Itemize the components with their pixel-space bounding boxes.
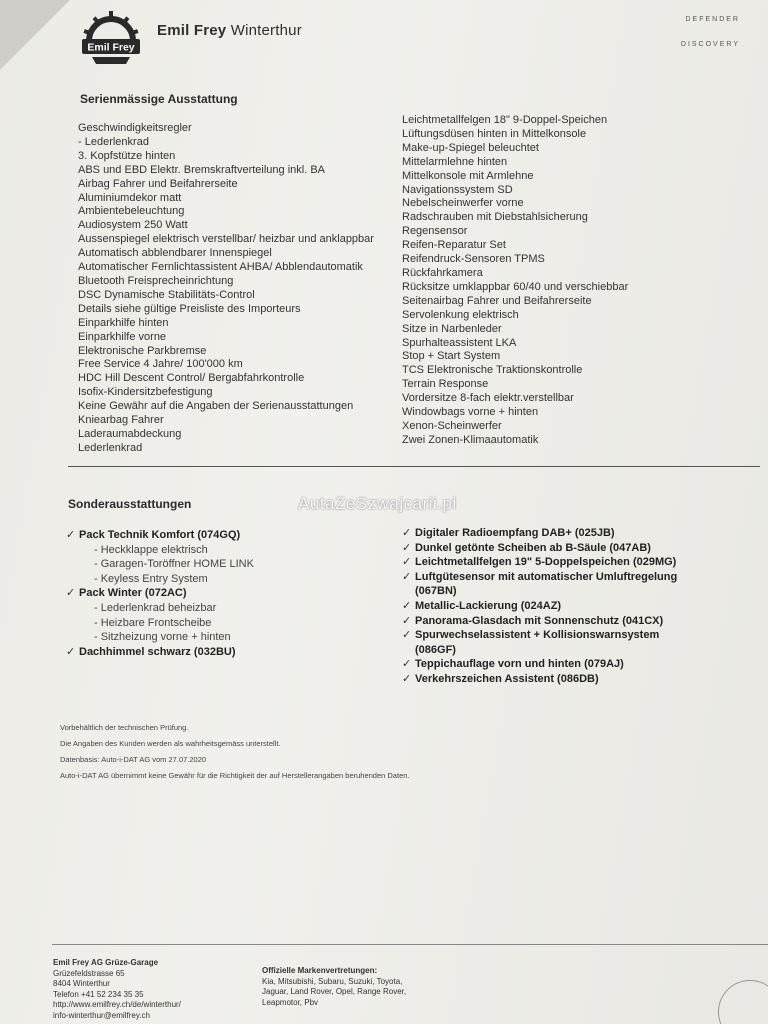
option-label: Verkehrszeichen Assistent (086DB) [415, 672, 599, 685]
option-label: Pack Winter (072AC) [79, 587, 187, 600]
option-label: Dachhimmel schwarz (032BU) [79, 645, 236, 658]
option-item [66, 528, 254, 543]
standard-equipment-item: Rückfahrkamera [402, 266, 483, 279]
standard-equipment-right-list [402, 114, 628, 448]
dealer-name [157, 22, 302, 39]
option-sub-item: - Heckklappe elektrisch [94, 543, 208, 556]
option-item [402, 599, 677, 614]
standard-equipment-item: Isofix-Kindersitzbefestigung [78, 386, 213, 399]
footer-city: 8404 Winterthur [53, 979, 110, 988]
dealer-name-bold: Emil Frey [157, 22, 227, 39]
option-sub-item: - Sitzheizung vorne + hinten [94, 631, 231, 644]
standard-equipment-item: Zwei Zonen-Klimaautomatik [402, 433, 539, 446]
standard-equipment-item: ABS und EBD Elektr. Bremskraftverteilung inkl. BA [78, 163, 325, 176]
option-item [402, 614, 677, 629]
standard-equipment-item: Mittelarmlehne hinten [402, 155, 508, 168]
check-icon: ✓ [402, 658, 412, 671]
standard-equipment-heading: Serienmässige Ausstattung [80, 92, 238, 106]
check-icon: ✓ [402, 599, 412, 612]
check-icon: ✓ [402, 527, 412, 539]
legal-note: Auto-i-DAT AG übernimmt keine Gewähr für die Richtigkeit der auf Herstellerangaben beruhenden Daten. [60, 771, 410, 780]
option-item [402, 555, 677, 570]
option-label: (067BN) [415, 585, 457, 598]
option-sub-item: - Garagen-Toröffner HOME LINK [94, 558, 254, 571]
legal-notes [60, 720, 410, 784]
option-label: Spurwechselassistent + Kollisionswarnsystem [415, 629, 660, 642]
check-icon: ✓ [402, 614, 412, 627]
options-heading: Sonderausstattungen [68, 497, 192, 511]
standard-equipment-item: Rücksitze umklappbar 60/40 und verschiebbar [402, 280, 629, 293]
option-sub-item: - Heizbare Frontscheibe [94, 616, 212, 629]
standard-equipment-item: Servolenkung elektrisch [402, 308, 519, 321]
section-divider [68, 466, 760, 467]
standard-equipment-item: - Lederlenkrad [78, 135, 149, 148]
check-icon: ✓ [402, 629, 412, 642]
legal-note: Datenbasis: Auto-i-DAT AG vom 27.07.2020 [60, 755, 207, 764]
standard-equipment-item: DSC Dynamische Stabilitäts-Control [78, 288, 255, 301]
standard-equipment-item: Seitenairbag Fahrer und Beifahrerseite [402, 294, 592, 307]
standard-equipment-left-list [78, 122, 374, 456]
footer-street: Grüzefeldstrasse 65 [53, 968, 125, 978]
standard-equipment-item: Airbag Fahrer und Beifahrerseite [78, 177, 238, 190]
footer-email: info-winterthur@emilfrey.ch [53, 1010, 150, 1020]
check-icon: ✓ [66, 645, 76, 658]
option-item [402, 672, 677, 687]
brands-title: Offizielle Markenvertretungen: [262, 966, 378, 975]
standard-equipment-item: Sitze in Narbenleder [402, 322, 502, 335]
standard-equipment-item: Regensensor [402, 225, 468, 238]
option-item-continuation [402, 643, 677, 658]
footer-phone: Telefon +41 52 234 35 35 [53, 989, 144, 999]
standard-equipment-item: Automatischer Fernlichtassistent AHBA/ Abblendautomatik [78, 261, 363, 274]
standard-equipment-item: Geschwindigkeitsregler [78, 122, 192, 134]
option-label: Luftgütesensor mit automatischer Umluftregelung [415, 570, 678, 583]
option-label: Teppichauflage vorn und hinten (079AJ) [415, 658, 624, 671]
standard-equipment-item: Laderaumabdeckung [78, 427, 182, 440]
footer-rule [52, 944, 768, 945]
option-label: Leichtmetallfelgen 19" 5-Doppelspeichen (029MG) [415, 556, 677, 569]
check-icon: ✓ [402, 570, 412, 583]
standard-equipment-item: Audiosystem 250 Watt [78, 219, 188, 232]
option-item [402, 541, 677, 556]
standard-equipment-item: Mittelkonsole mit Armlehne [402, 169, 534, 182]
legal-note: Vorbehältlich der technischen Prüfung. [60, 723, 189, 732]
footer-company: Emil Frey AG Grüze-Garage [53, 958, 159, 967]
brands-line: Leapmotor, Pbv [262, 997, 319, 1007]
standard-equipment-item: Aluminiumdekor matt [78, 191, 182, 204]
standard-equipment-item: HDC Hill Descent Control/ Bergabfahrkontrolle [78, 372, 305, 385]
standard-equipment-item: Einparkhilfe vorne [78, 330, 167, 343]
standard-equipment-item: Stop + Start System [402, 350, 501, 363]
standard-equipment-item: Automatisch abblendbarer Innenspiegel [78, 247, 272, 260]
standard-equipment-item: 3. Kopfstütze hinten [78, 149, 176, 162]
logo-text: Emil Frey [87, 41, 135, 54]
standard-equipment-item: Radschrauben mit Diebstahlsicherung [402, 211, 588, 224]
standard-equipment-item: Nebelscheinwerfer vorne [402, 197, 524, 210]
emil-frey-logo [80, 9, 142, 67]
watermark: AutaZeSzwajcarii.pl [298, 494, 457, 513]
brand-defender: DEFENDER [685, 16, 740, 23]
standard-equipment-item: Reifendruck-Sensoren TPMS [402, 253, 545, 266]
option-label: Pack Technik Komfort (074GQ) [79, 529, 241, 541]
standard-equipment-item: Elektronische Parkbremse [78, 344, 207, 357]
option-label: Dunkel getönte Scheiben ab B-Säule (047AB) [415, 541, 651, 554]
standard-equipment-item: Reifen-Reparatur Set [402, 239, 506, 252]
standard-equipment-item: Keine Gewähr auf die Angaben der Serienausstattungen [78, 400, 354, 413]
official-brands [262, 966, 406, 1008]
certification-stamp [718, 980, 768, 1024]
standard-equipment-item: Leichtmetallfelgen 18" 9-Doppel-Speichen [402, 114, 608, 126]
standard-equipment-item: Details siehe gültige Preisliste des Importeurs [78, 302, 301, 315]
brands-line: Jaguar, Land Rover, Opel, Range Rover, [262, 987, 407, 996]
option-item [402, 657, 677, 672]
footer-web: http://www.emilfrey.ch/de/winterthur/ [53, 1000, 181, 1009]
standard-equipment-item: TCS Elektronische Traktionskontrolle [402, 364, 583, 377]
standard-equipment-item: Kniearbag Fahrer [78, 414, 164, 427]
dealer-name-location: Winterthur [230, 22, 302, 39]
option-item [402, 526, 677, 541]
standard-equipment-item: Windowbags vorne + hinten [402, 406, 539, 419]
standard-equipment-item: Terrain Response [402, 378, 489, 391]
options-left-list [66, 528, 254, 659]
standard-equipment-item: Einparkhilfe hinten [78, 316, 169, 329]
option-item [66, 586, 254, 601]
option-label: Digitaler Radioempfang DAB+ (025JB) [415, 527, 615, 539]
standard-equipment-item: Lüftungsdüsen hinten in Mittelkonsole [402, 127, 587, 140]
option-item [402, 570, 677, 585]
option-item-continuation [402, 584, 677, 599]
brands-line: Kia, Mitsubishi, Subaru, Suzuki, Toyota, [262, 976, 403, 986]
option-item [66, 645, 254, 660]
standard-equipment-item: Bluetooth Freisprecheinrichtung [78, 274, 234, 287]
legal-note: Die Angaben des Kunden werden als wahrheitsgemäss unterstellt. [60, 739, 281, 748]
option-label: Panorama-Glasdach mit Sonnenschutz (041CX) [415, 614, 664, 627]
standard-equipment-item: Ambientebeleuchtung [78, 205, 185, 218]
standard-equipment-item: Aussenspiegel elektrisch verstellbar/ heizbar und anklappbar [78, 233, 374, 246]
page-fold [0, 0, 70, 70]
standard-equipment-item: Xenon-Scheinwerfer [402, 419, 502, 432]
standard-equipment-item: Free Service 4 Jahre/ 100'000 km [78, 358, 243, 371]
option-label: Metallic-Lackierung (024AZ) [415, 599, 562, 612]
check-icon: ✓ [402, 541, 412, 554]
brand-discovery: DISCOVERY [680, 41, 740, 48]
check-icon: ✓ [402, 556, 412, 569]
option-sub-item: - Lederlenkrad beheizbar [94, 601, 217, 614]
check-icon: ✓ [402, 672, 412, 685]
option-sub-item: - Keyless Entry System [94, 572, 208, 585]
standard-equipment-item: Make-up-Spiegel beleuchtet [402, 141, 539, 154]
check-icon: ✓ [66, 529, 76, 541]
option-label: (086GF) [415, 643, 456, 656]
check-icon: ✓ [66, 587, 76, 600]
dealer-address [53, 958, 181, 1021]
option-item [402, 628, 677, 643]
standard-equipment-item: Vordersitze 8-fach elektr.verstellbar [402, 392, 574, 405]
standard-equipment-item: Spurhalteassistent LKA [402, 336, 517, 349]
standard-equipment-item: Navigationssystem SD [402, 183, 513, 196]
standard-equipment-item: Lederlenkrad [78, 441, 143, 454]
options-right-list [402, 526, 677, 687]
